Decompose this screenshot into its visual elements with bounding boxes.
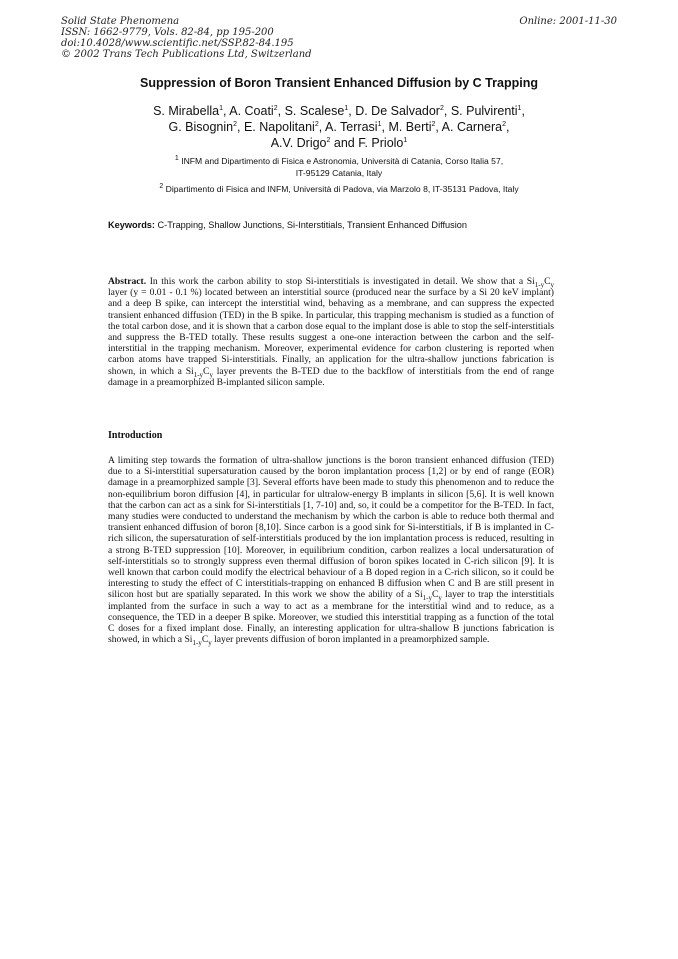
abstract: Abstract. In this work the carbon ability to stop Si-interstitials is investigated in detail. We show that a $Si_{1-y}C_y$ layer (y = 0.01 - 0.1 %) located between an interstitial source (produced near the surface by a Si 20 keV implant) and a deep B spike, can intercept the interstitial wind, behaving as a membrane, and can suppress the expected transient enhanced diffusion (TED) in the B spike. In particular, this trapping mechanism is studied as a function of the total carbon dose, and it is shown that a carbon dose equal to the implant dose is able to stop the self-interstitials and suppress the B-TED totally. These results suggest a one-one interaction between the carbon and the self-interstitial in the trapping mechanism. Moreover, experimental evidence for carbon clustering is reported when carbon atoms have trapped Si-interstitials. Finally, an application for the ultra-shallow junctions fabrication is shown, in which a $Si_{1-y}C_y$ layer prevents the B-TED due to the backflow of interstitials from the end of range damage in a preamorphized B-implanted silicon sample. [108,276,554,388]
author: F. Priolo [358,136,404,150]
author-affiliation-mark: 1 [219,104,223,112]
author: A. Carnera [441,120,503,134]
affiliation-text: INFM and Dipartimento di Fisica e Astronomia, Università di Catania, Corso Italia 57, [181,156,504,166]
keywords [108,220,578,230]
author-line: G. Bisognin$^2$, E. Napolitani$^2$, A. Terrasi$^1$, M. Berti$^2$, A. Carnera$^2$, [168,120,510,134]
author-line: S. Mirabella$^1$, A. Coati$^2$, S. Scalese$^1$, D. De Salvador$^2$, S. Pulvirenti$^1$, [153,104,525,118]
author-affiliation-mark: 2 [431,120,436,128]
author-affiliation-mark: 2 [233,120,237,128]
journal-doi: doi:10.4028/www.scientific.net/SSP.82-84.195 [61,38,294,49]
paper-title: Suppression of Boron Transient Enhanced Diffusion by C Trapping [140,76,538,90]
author-affiliation-mark: 1 [377,120,382,128]
author-list [60,103,618,151]
author: E. Napolitani [243,120,315,134]
affiliation-text: Dipartimento di Fisica and INFM, Università di Padova, via Marzolo 8, IT-35131 Padova, Italy [165,184,519,194]
journal-name: Solid State Phenomena [61,16,180,27]
author-affiliation-mark: 2 [502,120,507,128]
author-affiliation-mark: 2 [273,104,278,112]
affiliation-number: 2 [159,183,164,191]
affiliation-number: 1 [174,155,179,163]
keywords-text: C-Trapping, Shallow Junctions, Si-Interstitials, Transient Enhanced Diffusion [157,220,468,230]
author-affiliation-mark: 1 [344,104,349,112]
affiliation-2 [60,184,618,196]
author-affiliation-mark: 1 [517,104,522,112]
author: S. Mirabella [153,104,220,118]
author: A. Coati [229,104,274,118]
author: S. Pulvirenti [450,104,518,118]
author-affiliation-mark: 1 [403,136,408,144]
author-line: A.V. Drigo$^2$ and F. Priolo$^1$ [270,136,408,150]
author-affiliation-mark: 2 [439,104,444,112]
introduction-paragraph: A limiting step towards the formation of ultra-shallow junctions is the boron transient enhanced diffusion (TED) due to a Si-interstitial supersaturation caused by the boron implantation process [1,2] or by end of range (EOR) damage in a preamorphized sample [3]. Several efforts have been made to study this phenomenon and to reduce the non-equilibrium boron diffusion [4], in particular for ultralow-energy B implants in silicon [5,6]. It is well known that the carbon can act as a sink for Si-interstitials [1, 7-10] and, so, it could be a competitor for the B-TED. In fact, many studies were conducted to understand the mechanism by which the carbon is able to reduce both thermal and transient enhanced diffusion of boron [8,10]. Since carbon is a good sink for Si-interstitials, if B is implanted in C-rich silicon, the supersaturation of self-interstitials produced by the ion implantation process is reduced, resulting in a strong B-TED suppression [10]. Moreover, in equilibrium condition, carbon realizes a local undersaturation of self-interstitials so to strongly suppress even thermal diffusion of boron spikes located in C-rich silicon [9]. It is well known that carbon could modify the electrical behaviour of a B doped region in a C-rich silicon, so it could be interesting to study the effect of C interstitials-trapping on enhanced B diffusion when C and B are still present in silicon host but are spatially separated. In this work we show the ability of a $Si_{1-y}C_y$ layer to trap the interstitials implanted from the surface in such a way to act as a membrane for the interstitial wind and to reduce, as a consequence, the TED in a deeper B spike. Moreover, we studied this interstitial trapping as a function of the total C doses for a fixed implant dose. Finally, an interesting application for ultra-shallow B junctions fabrication is showed, in which a $Si_{1-y}C_y$ layer prevents diffusion of boron implanted in a preamorphized sample. [108,455,554,648]
journal-copyright: © 2002 Trans Tech Publications Ltd, Switzerland [61,49,312,60]
author: G. Bisognin [168,120,234,134]
online-date: Online: 2001-11-30 [519,16,617,27]
author: S. Scalese [284,104,345,118]
section-heading-introduction: Introduction [108,430,163,441]
abstract-label: Abstract. [108,276,147,287]
journal-header [61,16,617,60]
keywords-label: Keywords: [108,220,155,230]
author: A.V. Drigo [270,136,327,150]
author-affiliation-mark: 2 [326,136,331,144]
author: D. De Salvador [355,104,440,118]
journal-issn: ISSN: 1662-9779, Vols. 82-84, pp 195-200 [61,27,274,38]
author: A. Terrasi [325,120,378,134]
author: M. Berti [388,120,432,134]
affiliation-1 [60,156,618,179]
affiliation-text: IT-95129 Catania, Italy [295,167,383,178]
author-affiliation-mark: 2 [314,120,319,128]
